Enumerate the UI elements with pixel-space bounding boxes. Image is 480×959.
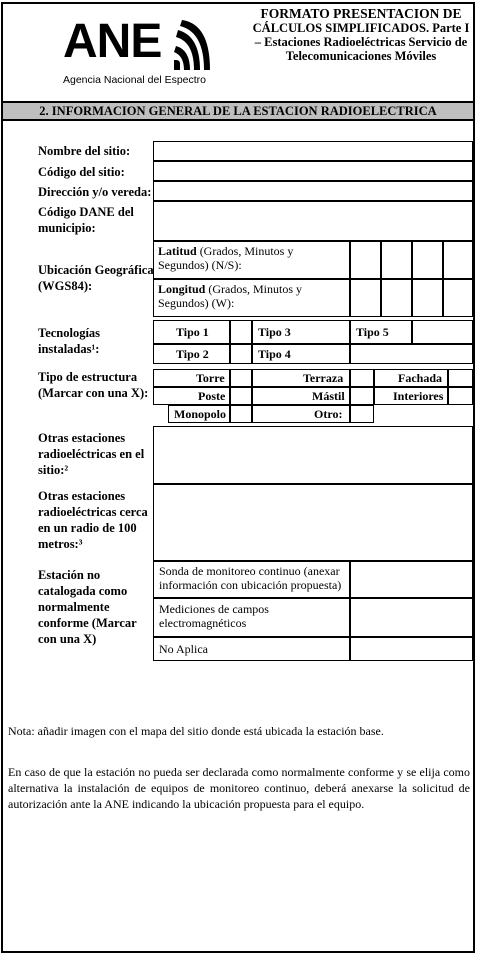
logo-word: ANE <box>63 15 162 68</box>
fachada-label: Fachada <box>398 371 443 385</box>
latitud-minutos-input[interactable] <box>381 241 412 279</box>
label-otras-en-sitio <box>38 430 144 478</box>
codigo-sitio-input[interactable] <box>153 161 473 181</box>
title-line: CÁLCULOS SIMPLIFICADOS. Parte I <box>252 21 470 35</box>
longitud-minutos-input[interactable] <box>381 279 412 317</box>
poste-label: Poste <box>198 389 226 403</box>
label-line: instaladas¹: <box>38 342 100 356</box>
longitud-text: Segundos) (W): <box>158 296 235 310</box>
dane-input[interactable] <box>153 201 473 241</box>
interiores-label: Interiores <box>393 389 444 403</box>
tipo1-label: Tipo 1 <box>176 325 209 339</box>
fachada-checkbox[interactable] <box>448 369 473 387</box>
longitud-label <box>158 282 302 310</box>
label-otras-cerca <box>38 488 148 552</box>
label-line: conforme (Marcar <box>38 616 137 630</box>
document-title <box>250 7 472 63</box>
no-aplica-label: No Aplica <box>159 642 208 656</box>
latitud-bold: Latitud <box>158 244 197 258</box>
label-nombre-sitio: Nombre del sitio: <box>38 144 131 158</box>
longitud-hemisferio-input[interactable] <box>443 279 473 317</box>
sonda-checkbox[interactable] <box>350 561 473 598</box>
poste-checkbox[interactable] <box>230 387 252 405</box>
nombre-sitio-input[interactable] <box>153 141 473 161</box>
label-line: en un radio de 100 <box>38 521 137 535</box>
label-line: Mediciones de campos <box>159 602 269 616</box>
longitud-bold: Longitud <box>158 282 206 296</box>
title-line: FORMATO PRESENTACION DE <box>260 6 462 21</box>
title-line: – Estaciones Radioeléctricas Servicio de <box>254 35 468 49</box>
label-line: Otras estaciones <box>38 489 126 503</box>
label-line: catalogada como <box>38 584 128 598</box>
label-line: electromagnéticos <box>159 616 247 630</box>
otro-input[interactable] <box>350 405 374 423</box>
label-line: metros:³ <box>38 537 83 551</box>
latitud-text: (Grados, Minutos y <box>196 244 294 258</box>
interiores-checkbox[interactable] <box>448 387 473 405</box>
monopolo-label: Monopolo <box>174 407 227 421</box>
label-line: normalmente <box>38 600 110 614</box>
label-line: Código DANE del <box>38 205 134 219</box>
label-line: Otras estaciones <box>38 431 126 445</box>
latitud-hemisferio-input[interactable] <box>443 241 473 279</box>
longitud-grados-input[interactable] <box>350 279 381 317</box>
label-line: Tecnologías <box>38 326 101 340</box>
label-line: (Marcar con una X): <box>38 386 149 400</box>
otras-estaciones-cerca-input[interactable] <box>153 484 473 561</box>
label-estacion-no-catalogada <box>38 567 137 647</box>
label-line: (WGS84): <box>38 279 93 293</box>
tipo2-checkbox[interactable] <box>230 344 252 364</box>
note-monitoreo: En caso de que la estación no pueda ser declarada como normalmente conforme y se elija como alternativa la instalación de equipos de monitoreo continuo, deberá anexarse la solicitud de autorización ante la ANE indicando la ubicación propuesta para el equipo. <box>8 765 470 811</box>
label-line: Ubicación Geográfica <box>38 263 154 277</box>
label-line: información con ubicación propuesta) <box>159 578 342 592</box>
logo-subtitle: Agencia Nacional del Espectro <box>63 74 207 86</box>
label-codigo-sitio: Código del sitio: <box>38 165 125 179</box>
label-line: con una X) <box>38 632 97 646</box>
label-ubicacion <box>38 262 154 294</box>
torre-checkbox[interactable] <box>230 369 252 387</box>
torre-label: Torre <box>196 371 225 385</box>
label-line: Sonda de monitoreo continuo (anexar <box>159 564 340 578</box>
longitud-segundos-input[interactable] <box>412 279 443 317</box>
tipo5-label: Tipo 5 <box>356 325 389 339</box>
tipo4-checkbox[interactable] <box>350 344 473 364</box>
longitud-text: (Grados, Minutos y <box>205 282 303 296</box>
otro-label: Otro: <box>314 407 343 421</box>
sonda-label <box>159 564 341 592</box>
latitud-label <box>158 244 293 272</box>
section-title: 2. INFORMACION GENERAL DE LA ESTACION RADIOELECTRICA <box>3 101 473 121</box>
label-line: sitio:² <box>38 463 69 477</box>
latitud-text: Segundos) (N/S): <box>158 258 242 272</box>
latitud-segundos-input[interactable] <box>412 241 443 279</box>
label-line: radioeléctricas cerca <box>38 505 148 519</box>
label-dane <box>38 204 134 236</box>
mediciones-checkbox[interactable] <box>350 598 473 637</box>
no-aplica-checkbox[interactable] <box>350 637 473 661</box>
tipo4-label: Tipo 4 <box>258 347 291 361</box>
mastil-label: Mástil <box>312 389 345 403</box>
note-mapa: Nota: añadir imagen con el mapa del sitio donde está ubicada la estación base. <box>8 724 384 738</box>
label-line: Estación no <box>38 568 101 582</box>
title-line: Telecomunicaciones Móviles <box>285 49 437 63</box>
ane-logo <box>55 12 225 92</box>
tipo2-label: Tipo 2 <box>176 347 209 361</box>
otras-estaciones-sitio-input[interactable] <box>153 426 473 484</box>
mastil-checkbox[interactable] <box>350 387 374 405</box>
label-line: Tipo de estructura <box>38 370 138 384</box>
signal-waves-icon <box>170 20 218 72</box>
tipo5-checkbox[interactable] <box>412 320 473 344</box>
tipo3-label: Tipo 3 <box>258 325 291 339</box>
label-direccion: Dirección y/o vereda: <box>38 185 152 199</box>
terraza-label: Terraza <box>303 371 344 385</box>
monopolo-checkbox[interactable] <box>230 405 252 423</box>
latitud-grados-input[interactable] <box>350 241 381 279</box>
tipo1-checkbox[interactable] <box>230 320 252 344</box>
terraza-checkbox[interactable] <box>350 369 374 387</box>
label-line: municipio: <box>38 221 96 235</box>
label-tecnologias <box>38 325 100 357</box>
mediciones-label <box>159 602 269 630</box>
label-estructura <box>38 369 148 401</box>
direccion-input[interactable] <box>153 181 473 201</box>
label-line: radioeléctricas en el <box>38 447 145 461</box>
